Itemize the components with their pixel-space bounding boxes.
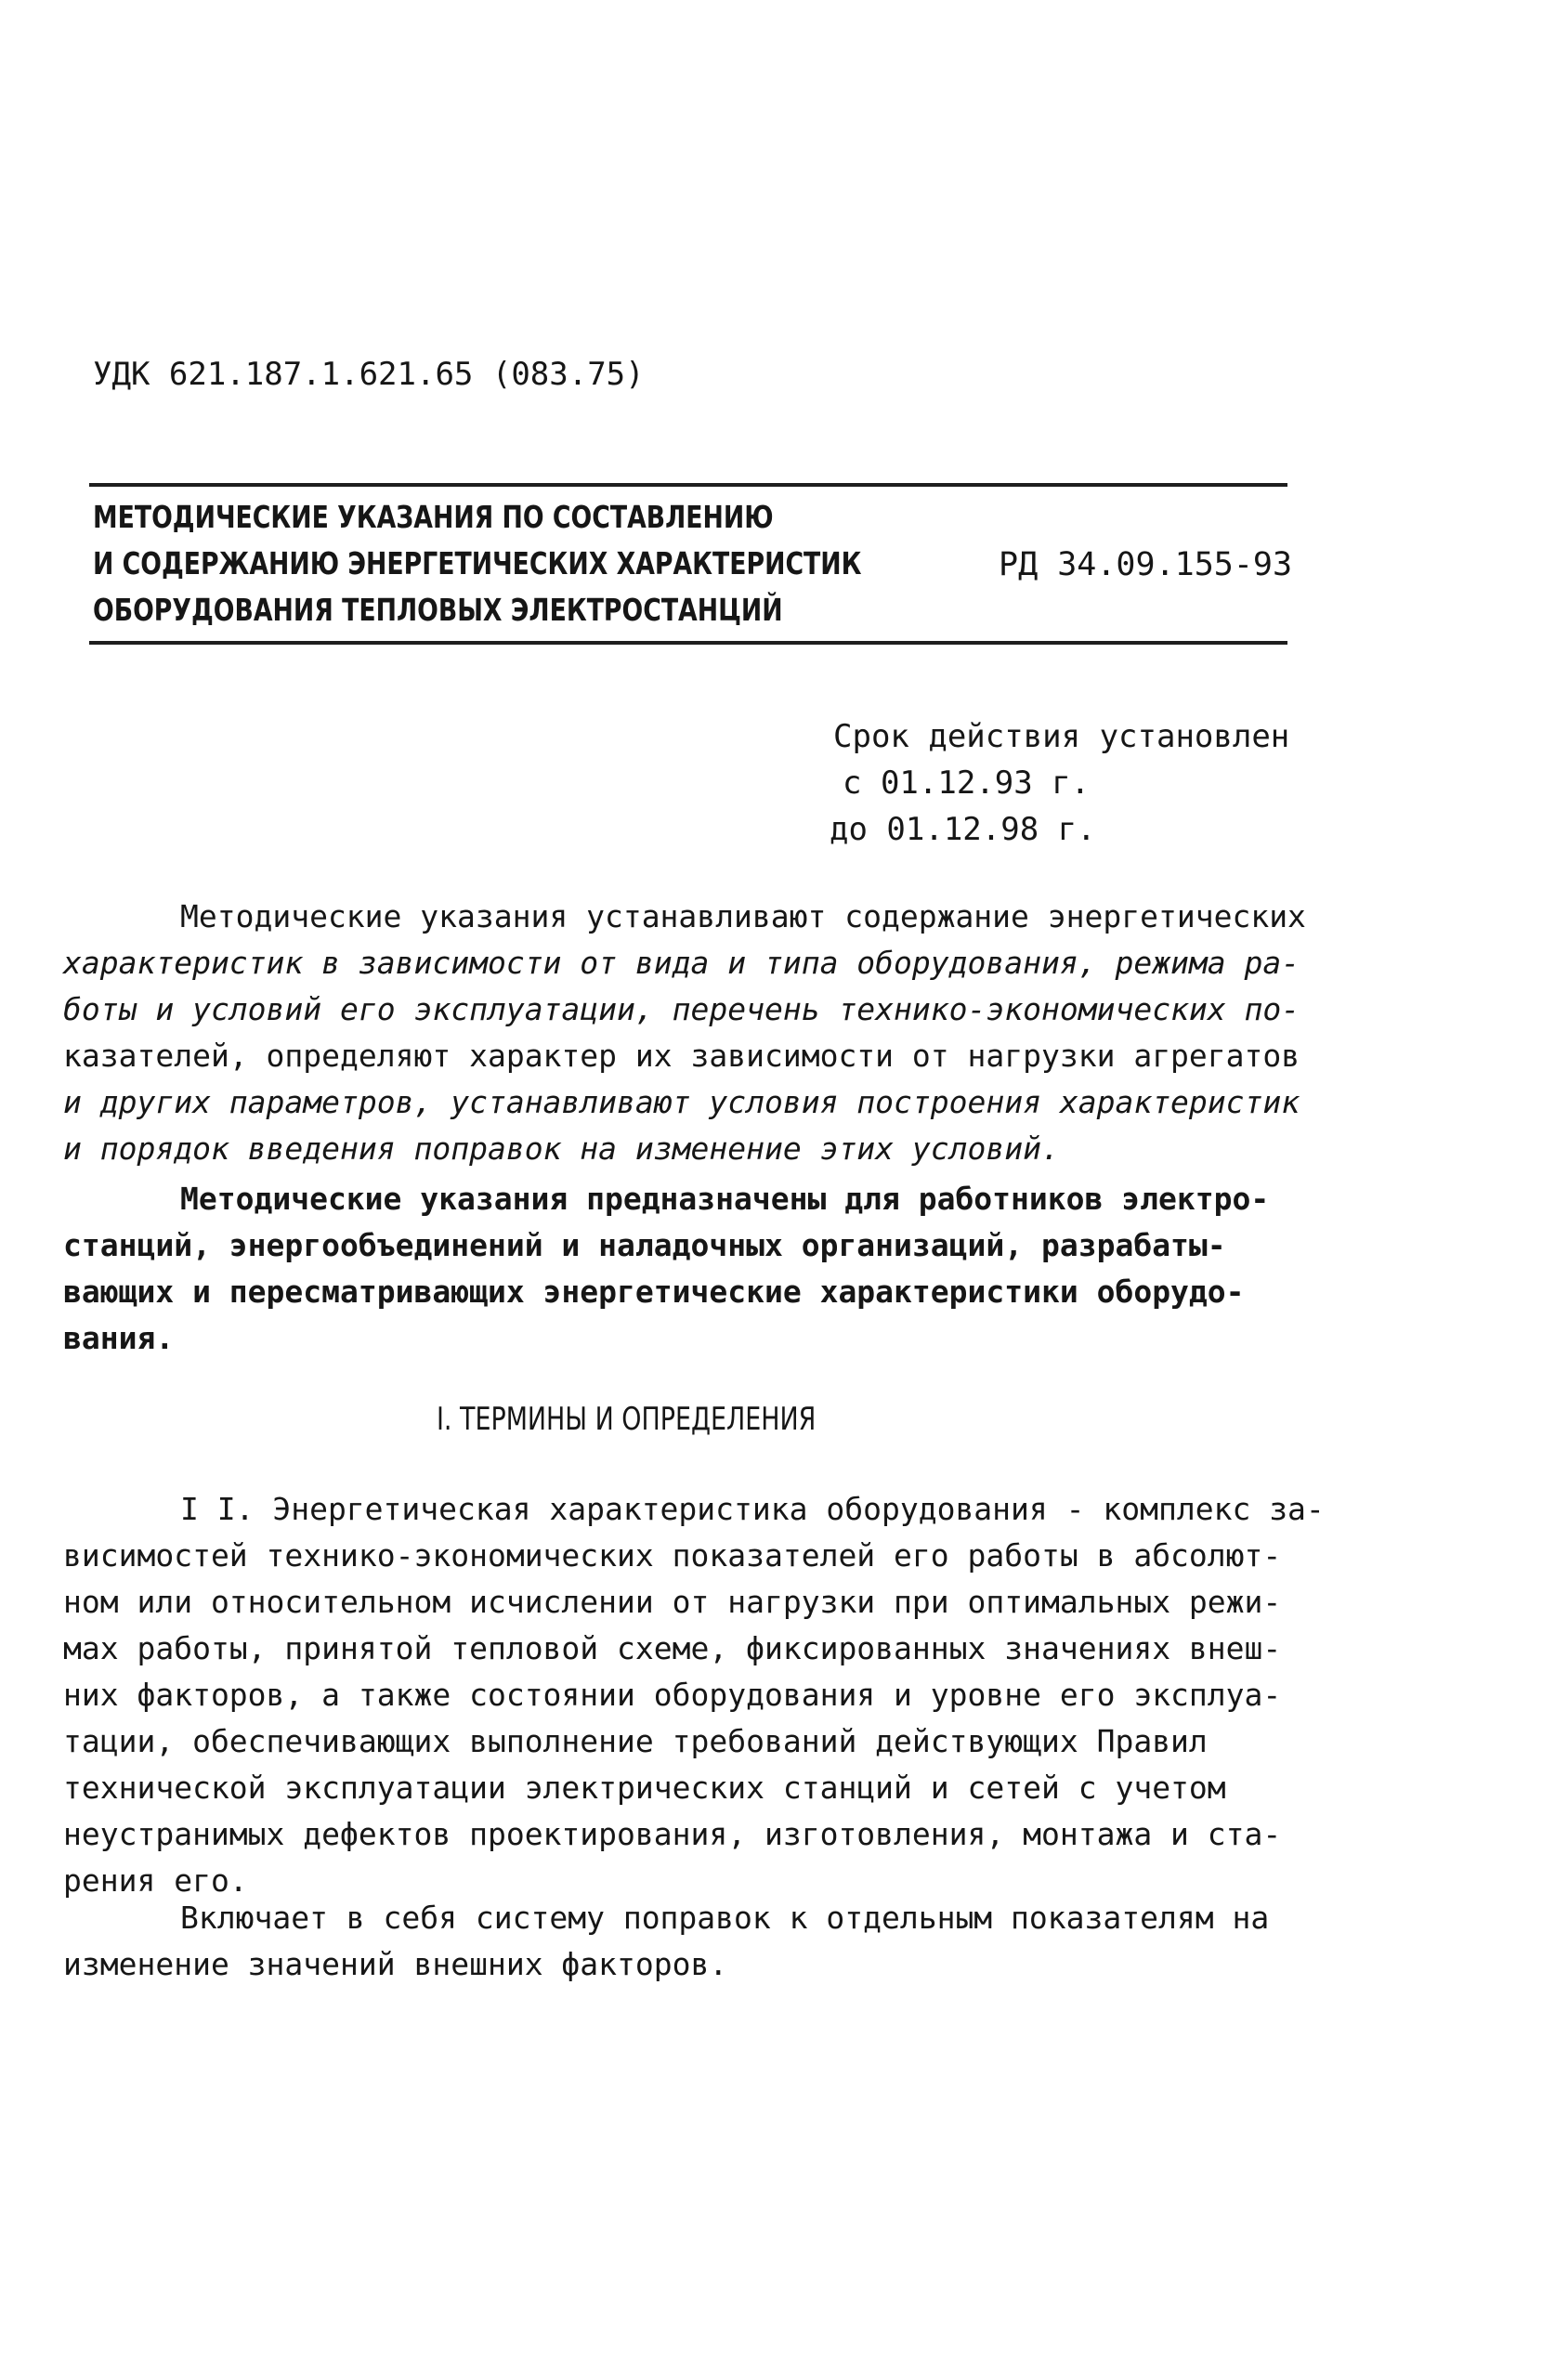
udk-code: УДК 621.187.1.621.65 (083.75): [93, 356, 645, 393]
text-line: боты и условий его эксплуатации, перечень технико-экономических по-: [63, 991, 1300, 1027]
text-line: Методические указания предназначены для работников электро-: [180, 1181, 1270, 1217]
text-line: неустранимых дефектов проектирования, изготовления, монтажа и ста-: [63, 1816, 1282, 1852]
text-line: казателей, определяют характер их зависимости от нагрузки агрегатов: [63, 1038, 1300, 1074]
text-line: и других параметров, устанавливают условия построения характеристик: [63, 1084, 1300, 1120]
definition-paragraph: [63, 1486, 1325, 1904]
text-line: ном или относительном исчислении от нагрузки при оптимальных режи-: [63, 1584, 1282, 1620]
validity-period: [830, 713, 1289, 853]
text-line: висимостей технико-экономических показателей его работы в абсолют-: [63, 1537, 1282, 1574]
title-line: МЕТОДИЧЕСКИЕ УКАЗАНИЯ ПО СОСТАВЛЕНИЮ: [93, 499, 774, 535]
title-line: И СОДЕРЖАНИЮ ЭНЕРГЕТИЧЕСКИХ ХАРАКТЕРИСТИК: [93, 545, 862, 581]
document-code: РД 34.09.155-93: [999, 546, 1293, 583]
text-line: Методические указания устанавливают содержание энергетических: [180, 898, 1306, 934]
section-heading: I. ТЕРМИНЫ И ОПРЕДЕЛЕНИЯ: [437, 1401, 817, 1438]
validity-to: до 01.12.98 г.: [830, 811, 1096, 848]
text-line: вающих и пересматривающих энергетические характеристики оборудо-: [63, 1273, 1245, 1310]
intro-paragraph-2: [63, 1176, 1299, 1362]
title-top-rule: [89, 483, 1287, 487]
text-line: Включает в себя систему поправок к отдельным показателям на: [180, 1900, 1270, 1936]
text-line: и порядок введения поправок на изменение этих условий.: [63, 1130, 1060, 1167]
text-line: рения его.: [63, 1862, 248, 1899]
intro-paragraph-1: [63, 894, 1306, 1172]
validity-from: с 01.12.93 г.: [843, 764, 1091, 802]
text-line: I I. Энергетическая характеристика оборудования - комплекс за-: [180, 1491, 1325, 1527]
text-line: характеристик в зависимости от вида и типа оборудования, режима ра-: [63, 945, 1300, 981]
text-line: мах работы, принятой тепловой схеме, фиксированных значениях внеш-: [63, 1630, 1282, 1666]
validity-label: Срок действия установлен: [833, 718, 1290, 755]
text-line: изменение значений внешних факторов.: [63, 1946, 728, 1982]
text-line: них факторов, а также состоянии оборудования и уровне его эксплуа-: [63, 1677, 1282, 1713]
definition-paragraph-2: [63, 1895, 1299, 1988]
text-line: вания.: [63, 1320, 175, 1356]
text-line: станций, энергообъединений и наладочных организаций, разрабаты-: [63, 1227, 1226, 1263]
text-line: технической эксплуатации электрических станций и сетей с учетом: [63, 1770, 1226, 1806]
text-line: тации, обеспечивающих выполнение требований действующих Правил: [63, 1723, 1208, 1759]
title-bottom-rule: [89, 641, 1287, 645]
document-title: [93, 494, 862, 633]
title-line: ОБОРУДОВАНИЯ ТЕПЛОВЫХ ЭЛЕКТРОСТАНЦИЙ: [93, 592, 783, 628]
